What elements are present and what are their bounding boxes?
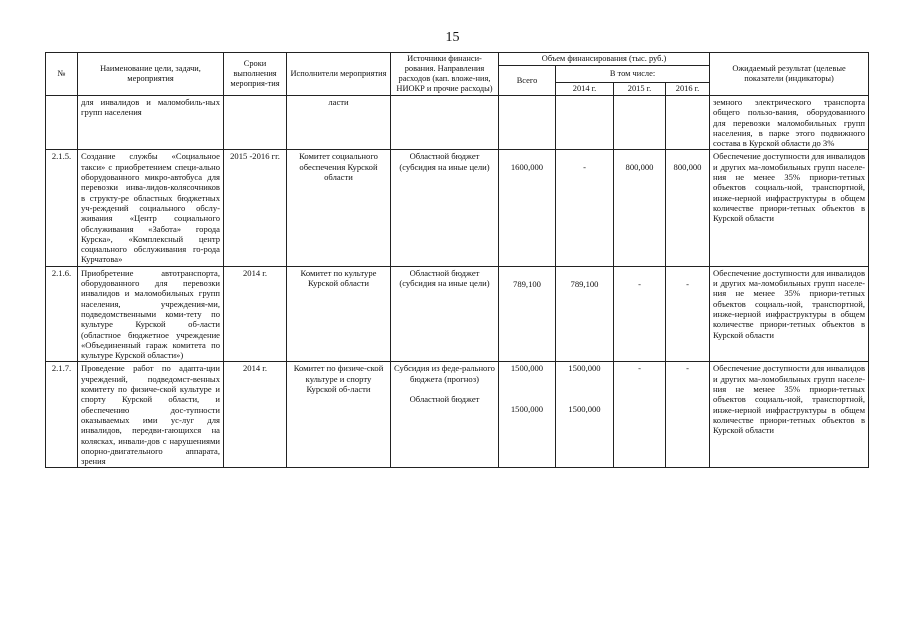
header-terms: Сроки выполнения мероприя-тия <box>224 53 287 96</box>
row-2014: - <box>556 150 614 266</box>
header-total: Всего <box>499 66 556 96</box>
header-volume: Объем финансирования (тыс. руб.) <box>499 53 710 66</box>
row-total: 789,100 <box>499 266 556 362</box>
table-row <box>46 362 869 468</box>
header-2014: 2014 г. <box>556 83 614 96</box>
row-2015: - <box>614 362 666 468</box>
header-2016: 2016 г. <box>666 83 710 96</box>
row-2015: - <box>614 266 666 362</box>
table-row <box>46 266 869 362</box>
row-source: Областной бюджет (субсидия на иные цели) <box>391 266 499 362</box>
table-row <box>46 150 869 266</box>
financing-table <box>45 52 869 468</box>
cont-name: для инвалидов и маломобиль-ных групп населения <box>78 96 224 150</box>
cont-executors: ласти <box>287 96 391 150</box>
row-num: 2.1.6. <box>46 266 78 362</box>
header-2015: 2015 г. <box>614 83 666 96</box>
row-executors: Комитет по физиче-ской культуре и спорту Курской об-ласти <box>287 362 391 468</box>
row-num: 2.1.5. <box>46 150 78 266</box>
header-including: В том числе: <box>556 66 710 83</box>
row-2015: 800,000 <box>614 150 666 266</box>
row-name: Создание службы «Социальное такси» с приобретением специ-ально оборудованного микро-автобуса для перевозки инва-лидов-колясочников в структу-ре областных бюджетных уч-реждений социального обслу-живания «Центр социального обслуживания «Забота» города Курска», «Комплексный центр социального обслуживания го-рода Курчатова» <box>78 150 224 266</box>
row-2014 <box>556 362 614 468</box>
cont-2016 <box>666 96 710 150</box>
header-executors: Исполнители мероприятия <box>287 53 391 96</box>
row-source <box>391 362 499 468</box>
row-result: Обеспечение доступности для инвалидов и других ма-ломобильных групп населе-ния не менее 35% приори-тетных объектов социаль-ной, транспортной, инже-нерной инфраструктуры в общем количестве приори-тетных объектов в Курской области <box>710 266 869 362</box>
header-sources: Источники финанси-рования. Направления расходов (кап. вложе-ния, НИОКР и прочие расходы) <box>391 53 499 96</box>
cont-source <box>391 96 499 150</box>
page-number: 15 <box>445 30 460 45</box>
cont-num <box>46 96 78 150</box>
header-name: Наименование цели, задачи, мероприятия <box>78 53 224 96</box>
row-result: Обеспечение доступности для инвалидов и других ма-ломобильных групп населе-ния не менее 35% приори-тетных объектов социаль-ной, транспортной, инже-нерной инфраструктуры в общем количестве приори-тетных объектов в Курской области <box>710 362 869 468</box>
row-result: Обеспечение доступности для инвалидов и других ма-ломобильных групп населе-ния не менее 35% приори-тетных объектов социаль-ной, транспортной, инже-нерной инфраструктуры в общем количестве приори-тетных объектов в Курской области <box>710 150 869 266</box>
row-2016: - <box>666 362 710 468</box>
row-executors: Комитет по культуре Курской области <box>287 266 391 362</box>
row-2014: 789,100 <box>556 266 614 362</box>
row-total-regional: 1500,000 <box>510 403 544 414</box>
row-name: Проведение работ по адапта-ции учреждений, подведомст-венных комитету по физиче-ской культуре и спорту Курской области, и обеспечению дос-тупности оказываемых ими ус-луг для инвалидов, передви-гающихся на колясках, инвали-дов с нарушениями опорно-двигательного аппарата, зрения <box>78 362 224 468</box>
cont-2015 <box>614 96 666 150</box>
row-total-federal: 1500,000 <box>510 363 544 374</box>
row-total: 1600,000 <box>499 150 556 266</box>
row-terms: 2015 -2016 гг. <box>224 150 287 266</box>
row-num: 2.1.7. <box>46 362 78 468</box>
row-terms: 2014 г. <box>224 362 287 468</box>
row-name: Приобретение автотранспорта, оборудованного для перевозки инвалидов и маломобильных групп населения, учреждения-ми, подведомственными коми-тету по культуре Курской об-ласти (областное бюджетное учреждение «Объединенный гараж комитета по культуре Курской области») <box>78 266 224 362</box>
cont-total <box>499 96 556 150</box>
row-2014-regional: 1500,000 <box>568 403 601 414</box>
cont-terms <box>224 96 287 150</box>
row-total <box>499 362 556 468</box>
row-executors: Комитет социального обеспечения Курской области <box>287 150 391 266</box>
row-source: Областной бюджет (субсидия на иные цели) <box>391 150 499 266</box>
row-terms: 2014 г. <box>224 266 287 362</box>
header-num: № <box>46 53 78 96</box>
row-2016: - <box>666 266 710 362</box>
row-source-federal: Субсидия из феде-рального бюджета (прогноз) <box>394 363 495 384</box>
header-row-1 <box>46 53 869 66</box>
cont-2014 <box>556 96 614 150</box>
header-result: Ожидаемый результат (целевые показатели (индикаторы) <box>710 53 869 96</box>
row-source-regional: Областной бюджет <box>409 394 480 405</box>
continuation-row <box>46 96 869 150</box>
row-2014-federal: 1500,000 <box>568 363 601 374</box>
cont-result: земного электрического транспорта общего пользо-вания, оборудованного для перевозки маломобильных групп населения, в парке этого подвижного состава в Курской области до 3% <box>710 96 869 150</box>
row-2016: 800,000 <box>666 150 710 266</box>
